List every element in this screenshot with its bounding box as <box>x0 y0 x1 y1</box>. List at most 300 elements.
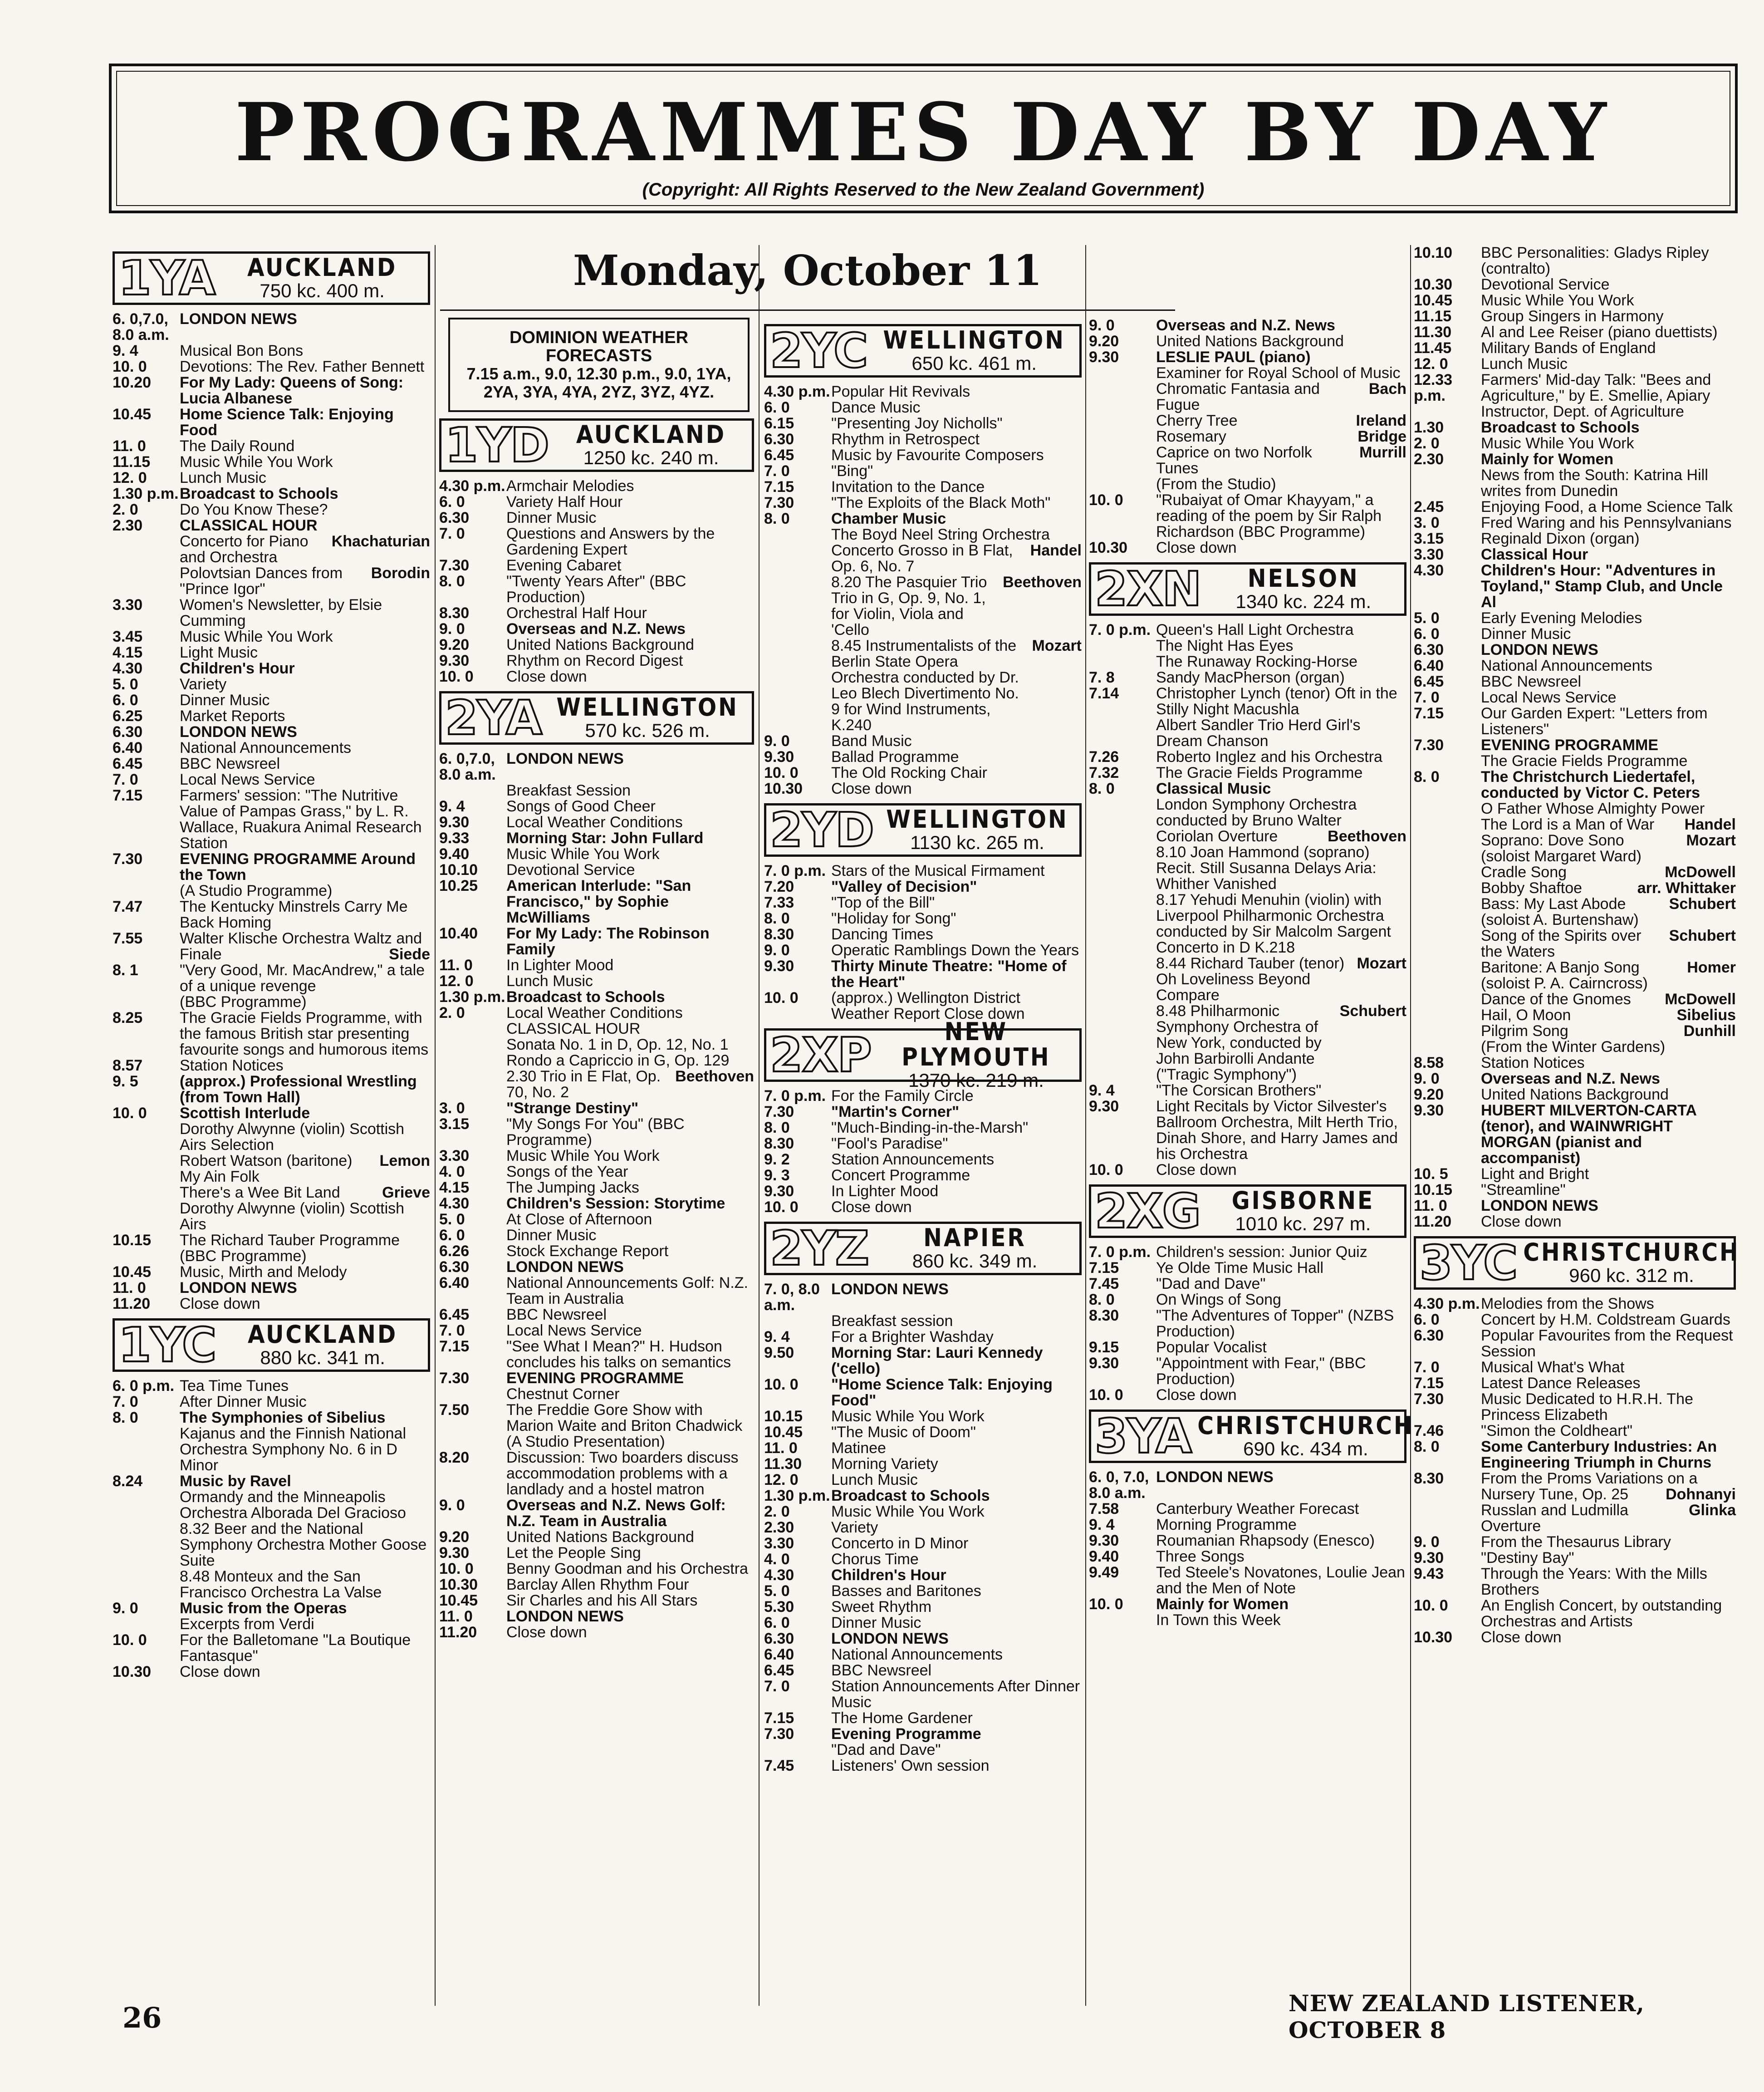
programme-title <box>180 692 430 708</box>
programme-entry <box>439 1164 754 1180</box>
programme-time: 6.30 <box>764 431 794 448</box>
programme-text: United Nations Background <box>1481 1086 1669 1103</box>
programme-time: 5. 0 <box>439 1211 465 1228</box>
programme-text: Early Evening Melodies <box>1481 609 1642 627</box>
programme-entry <box>1414 563 1736 610</box>
programme-entry <box>113 724 430 740</box>
station-info <box>545 693 752 742</box>
programme-entry <box>439 989 754 1005</box>
programme-time: 11. 0 <box>764 1439 798 1457</box>
programme-title <box>180 629 430 645</box>
programme-subentry <box>1414 864 1736 880</box>
programme-entry <box>1089 622 1406 638</box>
programme-title <box>1481 1055 1736 1071</box>
programme-entry <box>439 621 754 637</box>
subentry-text: Chromatic Fantasia and Fugue <box>1156 380 1320 413</box>
programme-time: 9. 4 <box>1089 1082 1115 1099</box>
subentry-text: The Boyd Neel String Orchestra <box>831 526 1050 543</box>
subentry-text: 8.17 Yehudi Menuhin (violin) with Liverpool Philharmonic Orchestra conducted by Sir Malcolm Sargent Concerto in D K.218 <box>1156 891 1391 956</box>
programme-title <box>1156 781 1406 797</box>
programme-entry <box>764 1345 1082 1377</box>
programme-text: Music Dedicated to H.R.H. The Princess Elizabeth <box>1481 1390 1693 1424</box>
programme-time: 7.46 <box>1414 1422 1444 1439</box>
programme-entry <box>1089 349 1406 365</box>
programme-text: Local News Service <box>506 1322 642 1339</box>
programme-title <box>1481 1391 1736 1423</box>
programme-text: National Announcements <box>1481 657 1653 674</box>
programme-time: 3.30 <box>113 596 143 614</box>
programme-entry <box>1089 1533 1406 1549</box>
column-2 <box>439 318 754 1640</box>
programme-entry <box>1089 1469 1406 1501</box>
programme-title <box>506 558 754 574</box>
programme-title <box>180 486 430 502</box>
station-header <box>1089 562 1406 616</box>
programme-entry <box>1414 245 1736 277</box>
programme-entry <box>439 1609 754 1625</box>
programme-text: The Kentucky Minstrels Carry Me Back Homing <box>180 898 408 931</box>
programme-time: 6. 0 <box>113 692 138 709</box>
programme-text: Songs of Good Cheer <box>506 798 656 815</box>
programme-title <box>1156 1083 1406 1099</box>
programme-title <box>180 1280 430 1296</box>
subentry-text: "Dad and Dave" <box>831 1741 941 1758</box>
programme-subentry <box>1414 1007 1736 1023</box>
programme-subentry <box>439 1069 754 1100</box>
programme-text: Concert by H.M. Coldstream Guards <box>1481 1311 1730 1328</box>
station-call-sign: 2XG <box>1095 1184 1200 1239</box>
programme-title <box>506 830 754 846</box>
programme-text: Three Songs <box>1156 1548 1245 1565</box>
programme-entry <box>439 751 754 783</box>
programme-text: "See What I Mean?" H. Hudson concludes his talks on semantics <box>506 1338 731 1371</box>
programme-title <box>1481 531 1736 547</box>
programme-text: EVENING PROGRAMME <box>1481 737 1659 754</box>
programme-time: 10. 0 <box>764 764 799 781</box>
station-frequency: 960 kc. 312 m. <box>1569 1265 1694 1286</box>
subentry-text: Kajanus and the Finnish National Orchestra Symphony No. 6 in D Minor <box>180 1425 406 1474</box>
composer-name: Handel <box>1684 816 1736 833</box>
subentry-text: News from the South: Katrina Hill writes from Dunedin <box>1481 467 1708 500</box>
programme-entry <box>764 749 1082 765</box>
programme-entry <box>113 1058 430 1074</box>
programme-text: "Martin's Corner" <box>831 1103 960 1120</box>
programme-title <box>506 1609 754 1625</box>
programme-entry <box>1414 642 1736 658</box>
programme-time: 1.30 p.m. <box>764 1487 830 1504</box>
programme-entry <box>764 463 1082 479</box>
programme-title <box>831 958 1082 990</box>
programme-entry <box>1089 1340 1406 1355</box>
station-header <box>1089 1409 1414 1464</box>
programme-title <box>1156 1517 1406 1533</box>
programme-text: LESLIE PAUL (piano) <box>1156 349 1311 366</box>
programme-text: "Holiday for Song" <box>831 910 956 927</box>
station-frequency: 1340 kc. 224 m. <box>1235 591 1372 612</box>
programme-title <box>506 958 754 973</box>
programme-text: Lunch Music <box>506 972 593 990</box>
programme-title <box>180 1664 430 1680</box>
programme-title <box>1481 1598 1736 1630</box>
programme-time: 3.15 <box>439 1115 470 1133</box>
programme-time: 7.45 <box>764 1757 794 1774</box>
programme-text: CLASSICAL HOUR <box>180 517 318 534</box>
programme-entry <box>764 1120 1082 1136</box>
programme-entry <box>764 879 1082 895</box>
programme-title <box>180 597 430 629</box>
station-info <box>875 1017 1079 1091</box>
station-info <box>1195 1412 1418 1461</box>
programme-time: 7.33 <box>764 894 794 911</box>
programme-time: 8. 1 <box>113 962 138 979</box>
programme-time: 6.26 <box>439 1242 470 1260</box>
programme-title <box>831 1424 1082 1440</box>
programme-title <box>180 645 430 661</box>
programme-entry <box>764 863 1082 879</box>
programme-subentry <box>113 1426 430 1473</box>
programme-subentry <box>764 1742 1082 1758</box>
programme-text: On Wings of Song <box>1156 1291 1281 1308</box>
composer-name: Mozart <box>1032 637 1082 654</box>
subentry-text: Cradle Song <box>1481 864 1567 881</box>
programme-time: 10.25 <box>439 877 478 894</box>
programme-title <box>506 989 754 1005</box>
programme-time: 4.30 <box>1414 562 1444 579</box>
programme-title <box>831 895 1082 911</box>
programme-entry <box>764 1552 1082 1567</box>
programme-entry <box>1089 1308 1406 1340</box>
programme-text: "Dad and Dave" <box>1156 1275 1266 1292</box>
subentry-text: Ormandy and the Minneapolis Orchestra Alborada Del Gracioso <box>180 1488 406 1522</box>
programme-time: 2. 0 <box>439 1004 465 1021</box>
column-rule <box>1085 245 1086 2006</box>
programme-time: 9. 0 <box>1414 1070 1440 1087</box>
programme-title <box>831 1615 1082 1631</box>
subentry-text: The Lord is a Man of War <box>1481 816 1655 833</box>
programme-title <box>831 463 1082 479</box>
programme-time: 5. 0 <box>764 1582 790 1600</box>
programme-text: Music While You Work <box>506 845 660 863</box>
programme-title <box>1481 626 1736 642</box>
programme-title <box>831 1758 1082 1774</box>
programme-subentry <box>1414 928 1736 960</box>
programme-entry <box>1089 1565 1406 1596</box>
station-frequency: 1010 kc. 297 m. <box>1235 1213 1371 1234</box>
programme-time: 6. 0 <box>439 493 465 511</box>
programme-time: 10. 0 <box>764 989 799 1007</box>
programme-entry <box>439 637 754 653</box>
programme-title <box>1156 318 1406 334</box>
programme-title <box>180 518 430 534</box>
programme-time: 6. 0 p.m. <box>113 1377 175 1395</box>
station-header <box>764 803 1082 857</box>
programme-text: Mainly for Women <box>1156 1596 1289 1613</box>
programme-subentry <box>1089 638 1406 654</box>
station-frequency: 1370 kc. 219 m. <box>908 1070 1044 1091</box>
programme-text: Station Notices <box>1481 1054 1585 1071</box>
programme-entry <box>764 384 1082 400</box>
programme-entry <box>1414 626 1736 642</box>
programme-subentry <box>1414 880 1736 896</box>
programme-entry <box>113 597 430 629</box>
programme-title <box>180 1105 430 1121</box>
programme-title <box>831 781 1082 797</box>
programme-entry <box>1414 1598 1736 1630</box>
programme-time: 7.30 <box>439 1370 470 1387</box>
programme-entry <box>439 1370 754 1386</box>
programme-entry <box>764 432 1082 447</box>
programme-subentry <box>1089 476 1406 492</box>
programme-title <box>1156 1099 1406 1162</box>
programme-text: Music While You Work <box>831 1503 985 1520</box>
programme-text: Women's Newsletter, by Elsie Cumming <box>180 596 382 629</box>
programme-subentry <box>1089 381 1406 413</box>
programme-time: 8.30 <box>439 604 470 622</box>
programme-entry <box>113 756 430 772</box>
programme-text: Chamber Music <box>831 510 946 527</box>
programme-entry <box>113 788 430 851</box>
programme-title <box>506 1370 754 1386</box>
programme-entry <box>764 1679 1082 1710</box>
programme-text: The Gracie Fields Programme <box>1156 764 1363 781</box>
programme-text: LONDON NEWS <box>831 1630 949 1647</box>
programme-time: 12. 0 <box>1414 355 1448 373</box>
programme-time: 7.30 <box>764 1103 794 1120</box>
programme-title <box>180 1296 430 1312</box>
programme-entry <box>439 1307 754 1323</box>
programme-time: 8.25 <box>113 1009 143 1026</box>
programme-text: Lunch Music <box>180 469 266 486</box>
programme-entry <box>439 862 754 878</box>
column-1 <box>113 245 430 1680</box>
programme-entry <box>439 1243 754 1259</box>
programme-time: 7.15 <box>1414 705 1444 722</box>
programme-entry <box>764 1168 1082 1184</box>
programme-time: 4.15 <box>113 644 143 661</box>
programme-text: Close down <box>180 1663 260 1680</box>
programme-time: 6.30 <box>1414 641 1444 658</box>
programme-entry <box>439 1498 754 1529</box>
programme-title <box>1481 293 1736 309</box>
programme-time: 2. 0 <box>1414 435 1440 452</box>
programme-time: 9.30 <box>439 652 470 669</box>
programme-entry <box>764 1282 1082 1313</box>
programme-text: Variety <box>831 1519 878 1536</box>
programme-subentry <box>113 994 430 1010</box>
programme-entry <box>1089 1596 1406 1612</box>
station-header <box>439 691 754 745</box>
programme-subentry <box>113 883 430 899</box>
programme-subentry <box>1089 1612 1406 1628</box>
programme-time: 9.40 <box>1089 1548 1119 1565</box>
programme-text: Enjoying Food, a Home Science Talk <box>1481 498 1733 516</box>
programme-time: 7. 0 <box>1414 1359 1440 1376</box>
programme-entry <box>113 518 430 534</box>
programme-text: Close down <box>831 1198 912 1216</box>
programme-title <box>1156 1533 1406 1549</box>
subentry-text: There's a Wee Bit Land <box>180 1184 340 1201</box>
programme-text: Music While You Work <box>180 453 333 471</box>
programme-entry <box>439 1593 754 1609</box>
programme-text: "Top of the Bill" <box>831 894 935 911</box>
station-city: CHRISTCHURCH <box>1197 1411 1414 1440</box>
programme-text: Matinee <box>831 1439 886 1457</box>
programme-subentry <box>113 1153 430 1185</box>
programme-title <box>180 899 430 931</box>
programme-text: Close down <box>1481 1213 1562 1230</box>
programme-entry <box>764 1472 1082 1488</box>
programme-entry <box>113 851 430 883</box>
programme-text: Light and Bright <box>1481 1165 1589 1183</box>
programme-text: Reginald Dixon (organ) <box>1481 530 1640 547</box>
programme-entry <box>113 454 430 470</box>
programme-time: 6.45 <box>439 1306 470 1323</box>
programme-title <box>506 878 754 926</box>
programme-text: Concert Programme <box>831 1167 970 1184</box>
programme-text: Questions and Answers by the Gardening Expert <box>506 525 715 558</box>
programme-text: Overseas and N.Z. News <box>1481 1070 1660 1087</box>
programme-text: "Valley of Decision" <box>831 878 977 895</box>
programme-text: Music While You Work <box>180 628 333 645</box>
subentry-text: CLASSICAL HOUR <box>506 1020 641 1037</box>
programme-title <box>180 438 430 454</box>
subentry-text: The Night Has Eyes <box>1156 637 1294 654</box>
programme-entry <box>113 1410 430 1426</box>
programme-entry <box>764 1184 1082 1199</box>
programme-title <box>180 1632 430 1664</box>
programme-title <box>831 1504 1082 1520</box>
programme-entry <box>1414 1103 1736 1166</box>
programme-text: LONDON NEWS <box>506 1258 624 1276</box>
programme-entry <box>439 830 754 846</box>
programme-text: Children's Hour <box>831 1567 946 1584</box>
programme-title <box>506 621 754 637</box>
programme-title <box>1156 1565 1406 1596</box>
programme-time: 7.30 <box>764 1725 794 1743</box>
station-frequency: 650 kc. 461 m. <box>911 353 1037 374</box>
programme-title <box>1156 334 1406 349</box>
programme-entry <box>439 1545 754 1561</box>
programme-entry <box>1414 1471 1736 1503</box>
programme-entry <box>764 416 1082 432</box>
programme-entry <box>764 1520 1082 1536</box>
programme-entry <box>764 1647 1082 1663</box>
programme-title <box>1156 1308 1406 1340</box>
subentry-text: 8.20 The Pasquier Trio Trio in G, Op. 9, No. 1, for Violin, Viola and 'Cello <box>831 574 987 638</box>
programme-text: Variety Half Hour <box>506 493 623 511</box>
programme-title <box>1156 1501 1406 1517</box>
column-4 <box>1089 317 1414 1629</box>
programme-text: Thirty Minute Theatre: "Home of the Heart" <box>831 958 1067 991</box>
programme-title <box>831 1136 1082 1152</box>
programme-subentry <box>113 1201 430 1233</box>
programme-text: Some Canterbury Industries: An Engineering Triumph in Churns <box>1481 1438 1717 1471</box>
programme-time: 4. 0 <box>764 1551 790 1568</box>
station-city: WELLINGTON <box>883 326 1065 354</box>
programme-entry <box>439 878 754 926</box>
programme-title <box>506 1323 754 1339</box>
composer-name: Siede <box>389 946 430 963</box>
programme-text: Rhythm in Retrospect <box>831 431 980 448</box>
programme-entry <box>1414 420 1736 436</box>
programme-title <box>180 931 430 963</box>
programme-title <box>180 963 430 994</box>
programme-entry <box>764 1758 1082 1774</box>
programme-text: Light Recitals by Victor Silvester's Ballroom Orchestra, Milt Herth Trio, Dinah Shore, and Harry James and his Orchestra <box>1156 1098 1398 1163</box>
subentry-text: 8.48 Philharmonic Symphony Orchestra of New York, conducted by John Barbirolli Andante ("Tragic Symphony") <box>1156 1002 1322 1083</box>
programme-time: 8. 0 <box>764 510 790 527</box>
composer-name: Schubert <box>1669 927 1736 944</box>
programme-text: Sandy MacPherson (organ) <box>1156 669 1345 686</box>
programme-text: Queen's Hall Light Orchestra <box>1156 621 1354 638</box>
programme-text: Listeners' Own session <box>831 1757 990 1774</box>
programme-time: 9. 2 <box>764 1151 790 1168</box>
programme-text: Overseas and N.Z. News <box>506 620 686 638</box>
programme-entry <box>1414 309 1736 324</box>
programme-text: "The Exploits of the Black Moth" <box>831 494 1051 511</box>
date-heading: Monday, October 11 <box>573 246 1043 295</box>
programme-text: Dinner Music <box>831 1614 921 1631</box>
programme-text: United Nations Background <box>506 1528 694 1546</box>
programme-text: An English Concert, by outstanding Orchestras and Artists <box>1481 1597 1722 1630</box>
programme-subentry <box>1089 797 1406 829</box>
programme-text: LONDON NEWS <box>1156 1468 1274 1486</box>
programme-entry <box>764 1152 1082 1168</box>
programme-entry <box>439 1228 754 1243</box>
programme-time: 9.30 <box>439 1544 470 1562</box>
programme-text: "Much-Binding-in-the-Marsh" <box>831 1119 1029 1136</box>
station-info <box>877 805 1079 854</box>
programme-entry <box>1089 781 1406 797</box>
programme-text: Lunch Music <box>831 1471 918 1488</box>
programme-title <box>831 1552 1082 1567</box>
programme-time: 7.15 <box>1414 1375 1444 1392</box>
programme-text: Broadcast to Schools <box>180 485 338 502</box>
programme-entry <box>439 846 754 862</box>
programme-time: 10.15 <box>113 1232 152 1249</box>
programme-entry <box>764 1536 1082 1552</box>
programme-time: 9.30 <box>1414 1549 1444 1567</box>
programme-time: 9. 0 <box>1089 317 1115 334</box>
programme-subentry <box>113 1185 430 1201</box>
programme-time: 10. 0 <box>764 1198 799 1216</box>
programme-entry <box>1414 706 1736 737</box>
programme-text: Al and Lee Reiser (piano duettists) <box>1481 324 1718 341</box>
programme-title <box>180 708 430 724</box>
programme-time: 2. 0 <box>764 1503 790 1520</box>
programme-title <box>506 1005 754 1021</box>
subentry-text: 8.44 Richard Tauber (tenor) Oh Loveliness Beyond Compare <box>1156 955 1345 1004</box>
programme-entry <box>1414 436 1736 452</box>
programme-text: For My Lady: The Robinson Family <box>506 925 710 958</box>
programme-title <box>1481 372 1736 420</box>
programme-title <box>831 749 1082 765</box>
programme-subentry <box>764 1313 1082 1329</box>
programme-title <box>831 943 1082 958</box>
programme-entry <box>1414 531 1736 547</box>
programme-text: The Christchurch Liedertafel, conducted by Victor C. Peters <box>1481 768 1700 801</box>
programme-title <box>831 733 1082 749</box>
programme-text: The Home Gardener <box>831 1709 973 1727</box>
programme-entry <box>439 1339 754 1370</box>
programme-text: Musical What's What <box>1481 1359 1625 1376</box>
programme-entry <box>113 1378 430 1394</box>
programme-title <box>831 1152 1082 1168</box>
programme-time: 7. 0 p.m. <box>764 1087 826 1105</box>
programme-time: 10.45 <box>439 1592 478 1609</box>
programme-text: Morning Variety <box>831 1455 938 1473</box>
programme-entry <box>439 815 754 830</box>
